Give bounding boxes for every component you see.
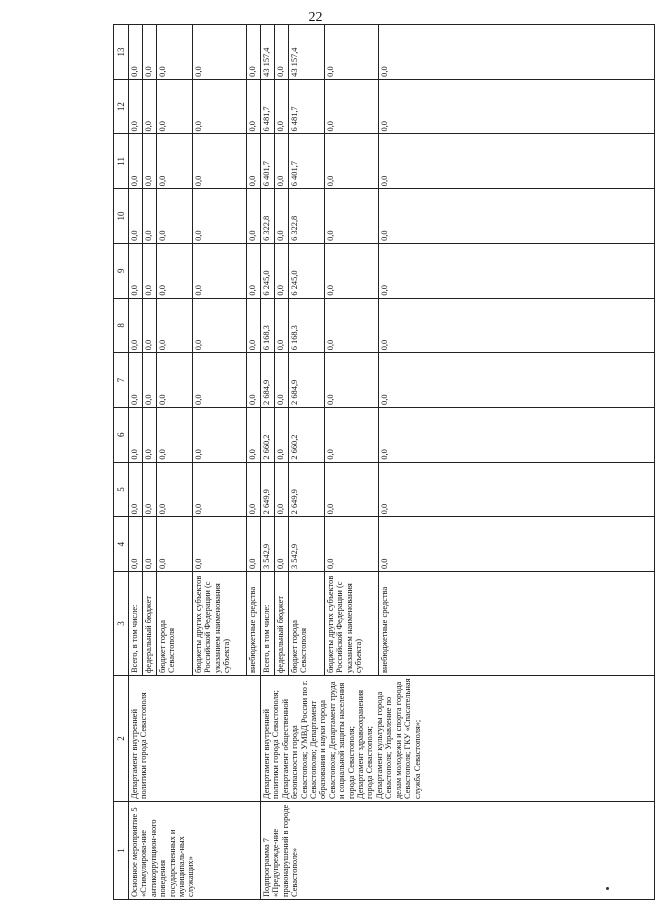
value-cell: 0,0 — [143, 517, 157, 572]
value-cell: 0,0 — [325, 517, 379, 572]
value-cell: 6 322,8 — [261, 189, 275, 244]
value-cell: 0,0 — [157, 134, 193, 189]
program-name-cell: Подпрограмма 7 «Предупрежде-ние правонарушений в городе Севастополе» — [261, 802, 655, 900]
value-cell: 0,0 — [143, 25, 157, 80]
value-cell: 0,0 — [143, 243, 157, 298]
value-cell: 2 660,2 — [261, 407, 275, 462]
value-cell: 0,0 — [325, 407, 379, 462]
value-cell: 0,0 — [325, 462, 379, 517]
value-cell: 0,0 — [379, 353, 655, 408]
column-number-8: 8 — [114, 298, 129, 353]
scan-mark — [606, 887, 609, 890]
value-cell: 0,0 — [275, 407, 289, 462]
value-cell: 0,0 — [193, 517, 247, 572]
value-cell: 0,0 — [157, 353, 193, 408]
value-cell: 2 649,9 — [289, 462, 325, 517]
value-cell: 0,0 — [247, 243, 261, 298]
budget-table — [113, 24, 655, 900]
value-cell: 0,0 — [143, 462, 157, 517]
value-cell: 0,0 — [379, 407, 655, 462]
executor-cell: Департамент внутренней политики города Севастополя — [129, 676, 261, 802]
value-cell: 0,0 — [157, 407, 193, 462]
value-cell: 0,0 — [193, 462, 247, 517]
column-number-12: 12 — [114, 79, 129, 134]
program-name-cell: Основное мероприятие 5 «Стимулирова-ние антикоррупцион-ного поведения государственных и муниципаль-ных служащих» — [129, 802, 261, 900]
column-number-1: 1 — [114, 802, 129, 900]
value-cell: 0,0 — [275, 243, 289, 298]
value-cell: 0,0 — [325, 243, 379, 298]
value-cell: 2 649,9 — [261, 462, 275, 517]
value-cell: 6 481,7 — [289, 79, 325, 134]
value-cell: 0,0 — [379, 517, 655, 572]
value-cell: 0,0 — [379, 134, 655, 189]
value-cell: 0,0 — [379, 298, 655, 353]
value-cell: 0,0 — [379, 25, 655, 80]
value-cell: 0,0 — [143, 189, 157, 244]
value-cell: 0,0 — [247, 462, 261, 517]
value-cell: 0,0 — [275, 79, 289, 134]
value-cell: 0,0 — [129, 25, 143, 80]
value-cell: 2 684,9 — [289, 353, 325, 408]
value-cell: 0,0 — [325, 298, 379, 353]
value-cell: 0,0 — [157, 298, 193, 353]
value-cell: 0,0 — [157, 243, 193, 298]
value-cell: 0,0 — [157, 79, 193, 134]
value-cell: 0,0 — [193, 298, 247, 353]
value-cell: 0,0 — [129, 134, 143, 189]
value-cell: 0,0 — [247, 517, 261, 572]
value-cell: 2 660,2 — [289, 407, 325, 462]
value-cell: 6 245,0 — [289, 243, 325, 298]
value-cell: 0,0 — [275, 353, 289, 408]
value-cell: 0,0 — [143, 79, 157, 134]
value-cell: 0,0 — [143, 353, 157, 408]
column-number-row — [114, 25, 129, 900]
table-row — [129, 25, 143, 900]
value-cell: 0,0 — [325, 353, 379, 408]
value-cell: 6 168,3 — [289, 298, 325, 353]
value-cell: 0,0 — [275, 462, 289, 517]
value-cell: 0,0 — [143, 407, 157, 462]
value-cell: 3 542,9 — [261, 517, 275, 572]
column-number-13: 13 — [114, 25, 129, 80]
value-cell: 0,0 — [129, 462, 143, 517]
value-cell: 6 401,7 — [261, 134, 275, 189]
value-cell: 2 684,9 — [261, 353, 275, 408]
value-cell: 6 245,0 — [261, 243, 275, 298]
value-cell: 0,0 — [247, 25, 261, 80]
value-cell: 6 168,3 — [261, 298, 275, 353]
value-cell: 0,0 — [275, 25, 289, 80]
value-cell: 0,0 — [275, 517, 289, 572]
table-row — [261, 25, 275, 900]
value-cell: 0,0 — [379, 243, 655, 298]
value-cell: 0,0 — [193, 189, 247, 244]
column-number-4: 4 — [114, 517, 129, 572]
value-cell: 0,0 — [193, 134, 247, 189]
funding-source-cell: бюджеты других субъектов Российской Федерации (с указанием наименования субъекта) — [193, 572, 247, 676]
funding-source-cell: бюджет города Севастополя — [289, 572, 325, 676]
value-cell: 0,0 — [129, 517, 143, 572]
value-cell: 43 157,4 — [261, 25, 275, 80]
value-cell: 0,0 — [129, 407, 143, 462]
value-cell: 0,0 — [275, 298, 289, 353]
value-cell: 0,0 — [193, 407, 247, 462]
value-cell: 0,0 — [193, 25, 247, 80]
value-cell: 0,0 — [129, 79, 143, 134]
value-cell: 0,0 — [129, 353, 143, 408]
value-cell: 0,0 — [129, 298, 143, 353]
value-cell: 0,0 — [325, 134, 379, 189]
value-cell: 0,0 — [379, 79, 655, 134]
value-cell: 43 157,4 — [289, 25, 325, 80]
value-cell: 0,0 — [247, 353, 261, 408]
value-cell: 0,0 — [379, 462, 655, 517]
column-number-3: 3 — [114, 572, 129, 676]
value-cell: 6 401,7 — [289, 134, 325, 189]
value-cell: 0,0 — [143, 298, 157, 353]
funding-source-cell: федеральный бюджет — [275, 572, 289, 676]
value-cell: 0,0 — [247, 298, 261, 353]
value-cell: 0,0 — [129, 243, 143, 298]
value-cell: 0,0 — [193, 79, 247, 134]
value-cell: 0,0 — [275, 189, 289, 244]
rotated-table-container — [113, 47, 633, 900]
column-number-5: 5 — [114, 462, 129, 517]
value-cell: 3 542,9 — [289, 517, 325, 572]
value-cell: 0,0 — [247, 79, 261, 134]
column-number-7: 7 — [114, 353, 129, 408]
value-cell: 0,0 — [157, 462, 193, 517]
funding-source-cell: внебюджетные средства — [379, 572, 655, 676]
column-number-2: 2 — [114, 676, 129, 802]
funding-source-cell: Всего, в том числе: — [129, 572, 143, 676]
value-cell: 0,0 — [143, 134, 157, 189]
value-cell: 0,0 — [247, 189, 261, 244]
funding-source-cell: федеральный бюджет — [143, 572, 157, 676]
value-cell: 0,0 — [157, 189, 193, 244]
value-cell: 0,0 — [325, 189, 379, 244]
value-cell: 0,0 — [379, 189, 655, 244]
value-cell: 0,0 — [193, 243, 247, 298]
funding-source-cell: бюджеты других субъектов Российской Федерации (с указанием наименования субъекта) — [325, 572, 379, 676]
value-cell: 0,0 — [247, 134, 261, 189]
funding-source-cell: Всего, в том числе: — [261, 572, 275, 676]
value-cell: 6 481,7 — [261, 79, 275, 134]
column-number-10: 10 — [114, 189, 129, 244]
value-cell: 0,0 — [157, 25, 193, 80]
funding-source-cell: бюджет города Севастополя — [157, 572, 193, 676]
value-cell: 0,0 — [193, 353, 247, 408]
value-cell: 0,0 — [325, 25, 379, 80]
funding-source-cell: внебюджетные средства — [247, 572, 261, 676]
column-number-6: 6 — [114, 407, 129, 462]
value-cell: 0,0 — [129, 189, 143, 244]
value-cell: 6 322,8 — [289, 189, 325, 244]
column-number-11: 11 — [114, 134, 129, 189]
value-cell: 0,0 — [275, 134, 289, 189]
table-body — [129, 25, 655, 900]
value-cell: 0,0 — [157, 517, 193, 572]
column-number-9: 9 — [114, 243, 129, 298]
value-cell: 0,0 — [247, 407, 261, 462]
page-number: 22 — [308, 10, 323, 25]
executor-cell: Департамент внутренней политики города Севастополя; Департамент общественной безопасности города Севастополя; УМВД России по г. Севастополю; Департамент образования и науки города Севастополя; Департамент труда и социальной защиты населения города Севастополя; Департамент здравоохранения города Севастополя; Департамент культуры города Севастополя; Управление по делам молодежи и спорта города Севастополя; ГКУ «Спасательная служба Севастополя»; — [261, 676, 655, 802]
value-cell: 0,0 — [325, 79, 379, 134]
